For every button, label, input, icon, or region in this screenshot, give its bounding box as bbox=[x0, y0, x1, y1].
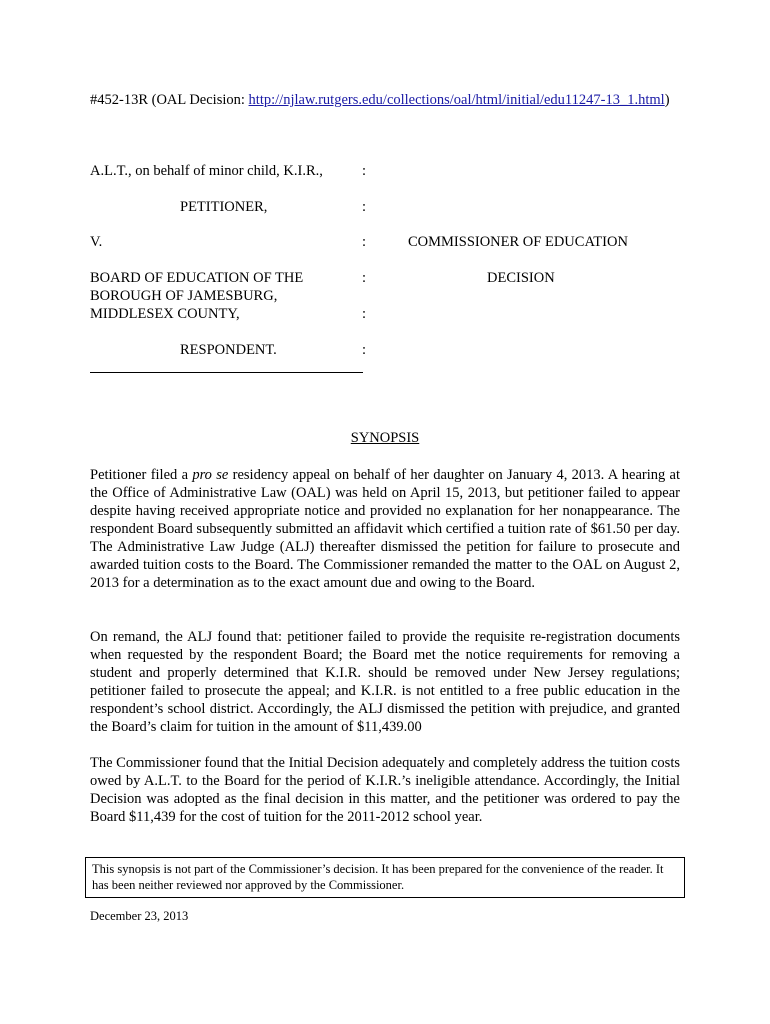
versus-label: V. bbox=[90, 234, 103, 250]
caption-rule bbox=[90, 372, 363, 373]
synopsis-heading: SYNOPSIS bbox=[350, 430, 420, 446]
decision-date: December 23, 2013 bbox=[90, 909, 189, 923]
caption-colon: : bbox=[362, 199, 367, 215]
respondent-line-2: BOROUGH OF JAMESBURG, bbox=[90, 288, 278, 304]
pro-se-italic: pro se bbox=[192, 467, 229, 483]
disclaimer-box: This synopsis is not part of the Commissioner’s decision. It has been prepared for the convenience of the reader. It has been neither reviewed nor approved by the Commissioner. bbox=[85, 857, 685, 898]
caption-colon: : bbox=[362, 163, 367, 179]
caption-colon: : bbox=[362, 342, 367, 358]
synopsis-paragraph-1 bbox=[90, 466, 680, 592]
petitioner-party: A.L.T., on behalf of minor child, K.I.R., bbox=[90, 163, 323, 179]
paragraph-text: residency appeal on behalf of her daughter on January 4, 2013. A hearing at the Office of Administrative Law (OAL) was held on April 15, 2013, but petitioner failed to appear despite having received appropriate notice and provided no explanation for her nonappearance. The respondent Board subsequently submitted an affidavit which certified a tuition rate of $61.50 per day. The Administrative Law Judge (ALJ) thereafter dismissed the petition for failure to prosecute and awarded tuition costs to the Board. The Commissioner remanded the matter to the OAL on August 2, 2013 for a determination as to the exact amount due and owing to the Board. bbox=[90, 467, 681, 591]
caption-colon: : bbox=[362, 306, 367, 322]
docket-prefix: #452-13R (OAL Decision: bbox=[90, 92, 249, 108]
respondent-label: RESPONDENT. bbox=[180, 342, 277, 358]
paragraph-text: Petitioner filed a bbox=[90, 467, 193, 483]
petitioner-label: PETITIONER, bbox=[180, 199, 268, 215]
respondent-line-3: MIDDLESEX COUNTY, bbox=[90, 306, 240, 322]
caption-colon: : bbox=[362, 270, 367, 286]
respondent-line-1: BOARD OF EDUCATION OF THE bbox=[90, 270, 304, 286]
commissioner-title: COMMISSIONER OF EDUCATION bbox=[408, 234, 628, 250]
decision-title: DECISION bbox=[487, 270, 555, 286]
synopsis-paragraph-3: The Commissioner found that the Initial Decision adequately and completely address the tuition costs owed by A.L.T. to the Board for the period of K.I.R.’s ineligible attendance. Accordingly, the Initial Decision was adopted as the final decision in this matter, and the petitioner was ordered to pay the Board $11,439 for the cost of tuition for the 2011-2012 school year. bbox=[90, 755, 680, 825]
docket-header bbox=[90, 92, 670, 109]
oal-decision-link[interactable]: http://njlaw.rutgers.edu/collections/oal/html/initial/edu11247-13_1.html bbox=[248, 92, 665, 108]
caption-colon: : bbox=[362, 234, 367, 250]
synopsis-paragraph-2: On remand, the ALJ found that: petitioner failed to provide the requisite re-registration documents when requested by the respondent Board; the Board met the notice requirements for removing a student and properly determined that K.I.R. should be removed under New Jersey regulations; petitioner failed to prosecute the appeal; and K.I.R. is not entitled to a free public education in the respondent’s school district. Accordingly, the ALJ dismissed the petition with prejudice, and granted the Board’s claim for tuition in the amount of $11,439.00 bbox=[90, 629, 680, 735]
docket-suffix: ) bbox=[664, 92, 670, 108]
